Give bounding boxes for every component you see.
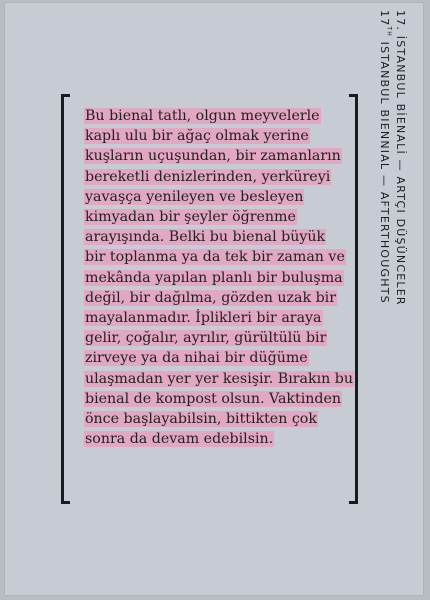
left-bracket [61, 94, 70, 504]
paragraph-line: bir toplanma ya da tek bir zaman ve [85, 249, 345, 266]
spine-title-english-text: ISTANBUL BIENNIAL — AFTERTHOUGHTS [378, 36, 391, 304]
spine-title-turkish-text: 17. İSTANBUL BİENALİ — ARTÇI DÜŞÜNCELER [394, 10, 407, 306]
paragraph-line: sonra da devam edebilsin. [85, 431, 274, 448]
paragraph-line: kuşların uçuşundan, bir zamanların [85, 148, 341, 165]
paragraph-line: ulaşmadan yer yer kesişir. Bırakın bu [85, 370, 353, 387]
right-bracket [349, 94, 358, 504]
spine-title-english-number: 17 [378, 10, 391, 27]
paragraph-line: yavaşça yenileyen ve besleyen [85, 188, 304, 205]
paragraph-line: mekânda yapılan planlı bir buluşma [85, 269, 343, 286]
paragraph-line: gelir, çoğalır, ayrılır, gürültülü bir [85, 330, 327, 347]
paragraph-line: bereketli denizlerinden, yerküreyi [85, 168, 331, 185]
paragraph-line: kaplı ulu bir ağaç olmak yerine [85, 128, 309, 145]
paragraph-line: değil, bir dağılma, gözden uzak bir [85, 289, 336, 306]
spine-title-english-suffix: TH [385, 26, 393, 37]
paragraph-line: Bu bienal tatlı, olgun meyvelerle [85, 108, 320, 124]
paragraph-line: bienal de kompost olsun. Vaktinden [85, 390, 341, 407]
paragraph-line: kimyadan bir şeyler öğrenme [85, 209, 296, 226]
spine-title-turkish [394, 10, 407, 450]
paragraph-line: mayalanmadır. İplikleri bir araya [85, 310, 322, 327]
paragraph-line: zirveye ya da nihai bir düğüme [85, 350, 308, 367]
book-cover [4, 2, 424, 596]
spine-title-english [378, 10, 393, 450]
paragraph-line: önce başlayabilsin, bittikten çok [85, 411, 317, 428]
paragraph-line: arayışında. Belki bu bienal büyük [85, 229, 326, 246]
highlighted-paragraph [84, 106, 353, 449]
